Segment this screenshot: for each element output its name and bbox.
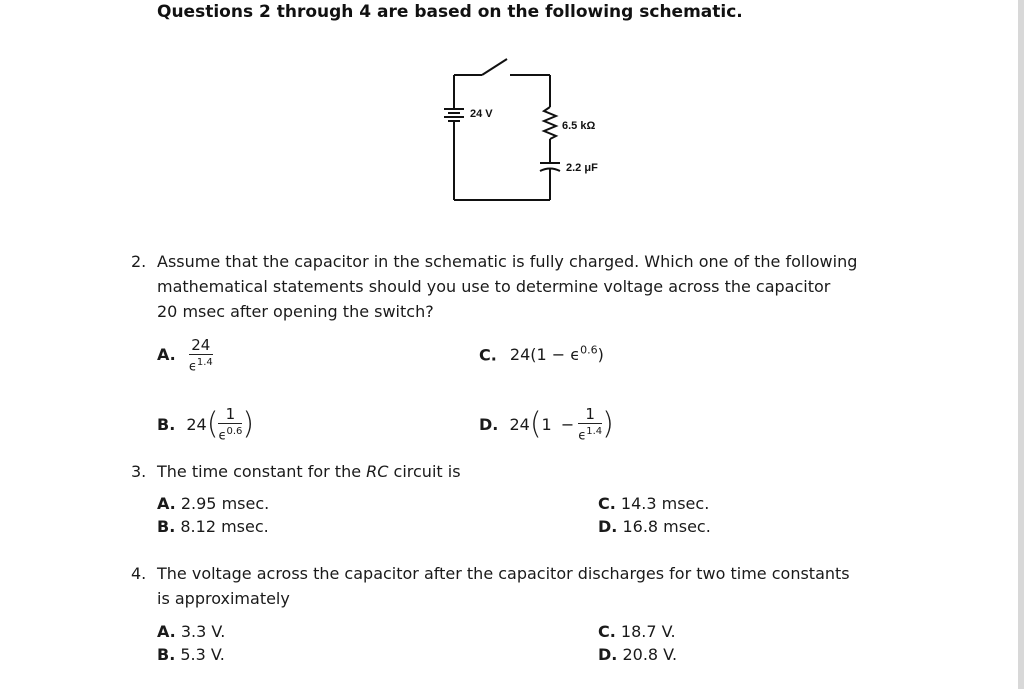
resistor-label: 6.5 kΩ — [562, 120, 596, 132]
epsilon-base: ϵ — [218, 428, 227, 444]
fraction-denominator — [578, 424, 602, 444]
option-letter: C. — [598, 622, 616, 641]
option-letter: A. — [157, 494, 176, 513]
fraction — [578, 405, 602, 444]
option-text: 8.12 msec. — [180, 517, 269, 536]
q2-text-line3: 20 msec after opening the switch? — [157, 302, 434, 321]
option-letter: D. — [479, 415, 499, 435]
capacitor-label: 2.2 μF — [566, 162, 598, 174]
q4-number: 4. — [131, 564, 147, 583]
option-text: 18.7 V. — [620, 622, 676, 641]
q2-option-a[interactable] — [157, 336, 213, 375]
q4-text-line2: is approximately — [157, 589, 290, 608]
q2-number: 2. — [131, 252, 147, 271]
resistor-icon — [544, 107, 556, 139]
q3-option-c[interactable] — [598, 494, 709, 513]
epsilon-base: ϵ — [578, 428, 587, 444]
option-letter: A. — [157, 345, 176, 365]
q4-option-a[interactable] — [157, 622, 225, 641]
q3-number: 3. — [131, 462, 147, 481]
fraction-denominator — [218, 424, 242, 444]
option-text: 2.95 msec. — [180, 494, 270, 513]
q2-text-line2: mathematical statements should you use to determine voltage across the capacitor — [157, 277, 831, 296]
option-letter: B. — [157, 415, 176, 435]
expr-prefix: 24(1 − — [509, 345, 566, 365]
minus-sign: − — [560, 415, 575, 435]
option-text: 20.8 V. — [622, 645, 678, 664]
expr-suffix: ) — [597, 345, 604, 365]
page-border — [1018, 0, 1024, 689]
option-letter: A. — [157, 622, 176, 641]
q2-option-c[interactable] — [479, 344, 604, 364]
paren-close: ) — [242, 406, 255, 442]
option-letter: D. — [598, 645, 618, 664]
coefficient: 24 — [186, 415, 207, 435]
option-text: 3.3 V. — [180, 622, 226, 641]
q3-option-b[interactable] — [157, 517, 269, 536]
fraction-numerator: 1 — [578, 405, 602, 424]
fraction — [189, 336, 213, 375]
option-text: 5.3 V. — [180, 645, 225, 664]
option-letter: C. — [479, 345, 497, 365]
paren-open: ( — [529, 406, 542, 442]
epsilon-base: ϵ — [188, 359, 197, 375]
q4-option-c[interactable] — [598, 622, 676, 641]
exponent: 0.6 — [226, 426, 243, 437]
switch-icon — [482, 59, 507, 75]
fraction-numerator: 24 — [189, 336, 213, 355]
paren-open: ( — [206, 406, 219, 442]
q2-text-line1: Assume that the capacitor in the schematic is fully charged. Which one of the following — [157, 252, 858, 271]
q3-text — [157, 462, 461, 481]
q4-text-line1: The voltage across the capacitor after the capacitor discharges for two time constants — [157, 564, 850, 583]
option-letter: B. — [157, 645, 176, 664]
q4-option-b[interactable] — [157, 645, 225, 664]
q2-option-b[interactable] — [157, 405, 254, 444]
q3-text-before: The time constant for the — [157, 462, 367, 481]
q3-option-d[interactable] — [598, 517, 711, 536]
battery-label: 24 V — [470, 108, 493, 120]
fraction-denominator — [189, 355, 213, 375]
option-letter: C. — [598, 494, 616, 513]
exponent: 0.6 — [580, 344, 598, 357]
exponent: 1.4 — [586, 426, 603, 437]
section-heading: Questions 2 through 4 are based on the following schematic. — [157, 2, 743, 22]
fraction-numerator: 1 — [218, 405, 242, 424]
option-letter: D. — [598, 517, 618, 536]
exponent: 1.4 — [196, 357, 213, 368]
q2-option-d[interactable] — [479, 405, 614, 444]
q4-option-d[interactable] — [598, 645, 677, 664]
option-expression — [510, 345, 604, 364]
q3-text-after: circuit is — [388, 462, 461, 481]
one: 1 — [541, 415, 552, 435]
fraction — [218, 405, 242, 444]
epsilon-base: ϵ — [570, 345, 581, 365]
q3-text-italic: RC — [366, 462, 389, 481]
rc-circuit-schematic — [430, 55, 630, 205]
paren-close: ) — [602, 406, 614, 442]
option-text: 14.3 msec. — [620, 494, 710, 513]
option-letter: B. — [157, 517, 176, 536]
option-text: 16.8 msec. — [622, 517, 711, 536]
coefficient: 24 — [509, 415, 530, 435]
q3-option-a[interactable] — [157, 494, 269, 513]
